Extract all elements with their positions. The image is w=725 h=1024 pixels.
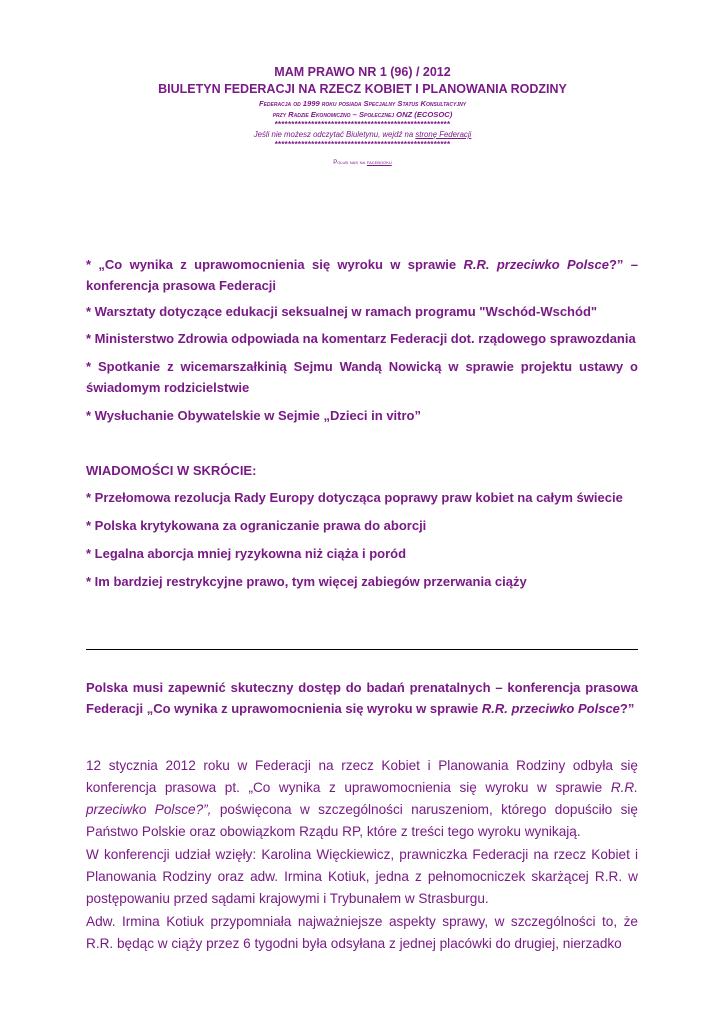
article-paragraph-3: Adw. Irmina Kotiuk przypomniała najważniejsze aspekty sprawy, w szczególności to, że R.R. będąc w ciąży przez 6 tygodni była odsyłana z jednej placówki do drugiej, nierzadko (86, 914, 638, 951)
article-paragraph-2: W konferencji udział wzięły: Karolina Więckiewicz, prawniczka Federacji na rzecz Kobiet i Planowania Rodziny oraz adw. Irmina Kotiuk, jedna z pełnomocniczek skarżącej R.R. w postępowaniu przed sądami krajowymi i Trybunałem w Strasburgu. (86, 847, 638, 906)
headline-5[interactable]: * Wysłuchanie Obywatelskie w Sejmie „Dzieci in vitro” (86, 408, 421, 423)
info-line: Jeśli nie możesz odczytać Biuletynu, wejdź na stronę Federacji (253, 130, 472, 139)
star-separator-top: ***************************************************** (274, 120, 451, 129)
news-item-2[interactable]: * Polska krytykowana za ograniczanie prawa do aborcji (86, 518, 427, 533)
headline-2[interactable]: * Warsztaty dotyczące edukacji seksualnej w ramach programu "Wschód-Wschód" (86, 304, 598, 319)
facebook-link[interactable]: facebooku (366, 160, 392, 166)
star-separator-bottom: ***************************************************** (274, 140, 451, 149)
newsletter-header (0, 64, 725, 168)
headline-1[interactable]: * „Co wynika z uprawomocnienia się wyroku w sprawie R.R. przeciwko Polsce?” – konferencja prasowa Federacji (86, 257, 638, 293)
facebook-line: Polub nas na facebooku (333, 160, 392, 166)
status-line-2: przy Radzie Ekonomiczno – Społecznej ONZ (ECOSOC) (272, 110, 453, 119)
news-item-4[interactable]: * Im bardziej restrykcyjne prawo, tym więcej zabiegów przerwania ciąży (86, 574, 527, 589)
section-divider (86, 649, 638, 650)
article-paragraph-1: 12 stycznia 2012 roku w Federacji na rzecz Kobiet i Planowania Rodziny odbyła się konferencja prasowa pt. „Co wynika z uprawomocnienia się wyroku w sprawie R.R. przeciwko Polsce?”, poświęcona w szczególności naruszeniom, którego dopuściło się Państwo Polskie oraz obowiązkom Rządu RP, które z treści tego wyroku wynikają. (86, 758, 638, 839)
headline-3[interactable]: * Ministerstwo Zdrowia odpowiada na komentarz Federacji dot. rządowego sprawozdania (86, 331, 636, 346)
article-title: Polska musi zapewnić skuteczny dostęp do badań prenatalnych – konferencja prasowa Federacji „Co wynika z uprawomocnienia się wyroku w sprawie R.R. przeciwko Polsce?” (86, 680, 638, 716)
news-item-3[interactable]: * Legalna aborcja mniej ryzykowna niż ciąża i poród (86, 546, 407, 561)
newsletter-name: BIULETYN FEDERACJI NA RZECZ KOBIET I PLANOWANIA RODZINY (158, 82, 567, 96)
federation-website-link[interactable]: stronę Federacji (415, 130, 472, 139)
headline-4[interactable]: * Spotkanie z wicemarszałkinią Sejmu Wandą Nowicką w sprawie projektu ustawy o świadomym rodzicielstwie (86, 359, 638, 395)
news-heading: WIADOMOŚCI W SKRÓCIE: (86, 463, 257, 478)
status-line-1: Federacja od 1999 roku posiada Specjalny Status Konsultacyjny (258, 99, 467, 108)
newsletter-issue-title: MAM PRAWO NR 1 (96) / 2012 (274, 65, 451, 79)
news-item-1[interactable]: * Przełomowa rezolucja Rady Europy dotycząca poprawy praw kobiet na całym świecie (86, 490, 623, 505)
